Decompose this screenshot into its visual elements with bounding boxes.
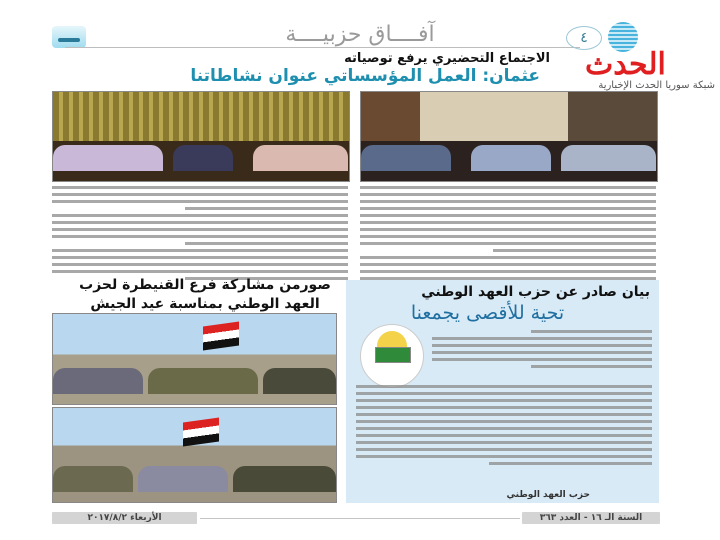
people-figure bbox=[263, 368, 336, 394]
people-figure bbox=[253, 145, 348, 171]
statement-body bbox=[356, 385, 652, 469]
brand-logo: الحدث bbox=[585, 47, 666, 82]
party-logo-icon bbox=[52, 26, 86, 48]
page-number: ٤ bbox=[566, 26, 602, 50]
flag-icon bbox=[183, 417, 219, 446]
flag-icon bbox=[203, 321, 239, 350]
article-body-left bbox=[52, 186, 348, 284]
statement-title: تحية للأقصى يجمعنا bbox=[410, 302, 565, 324]
footer-divider bbox=[200, 518, 520, 519]
statement-body-top bbox=[432, 330, 652, 372]
quneitra-photo-1 bbox=[52, 313, 337, 405]
meeting-photo-right bbox=[360, 91, 658, 182]
quneitra-headline bbox=[60, 276, 350, 314]
people-figure bbox=[361, 145, 451, 171]
people-figure bbox=[138, 466, 228, 492]
article-headline: عثمان: العمل المؤسساتي عنوان نشاطاتنا bbox=[190, 66, 540, 86]
people-figure bbox=[148, 368, 258, 394]
people-figure bbox=[561, 145, 656, 171]
section-title: آفــــاق حزبيــــة bbox=[285, 22, 435, 47]
people-figure bbox=[173, 145, 233, 171]
people-figure bbox=[53, 368, 143, 394]
meeting-photo-left bbox=[52, 91, 350, 182]
quneitra-headline-line1: صورمن مشاركة فرع القنيطرة لحزب bbox=[79, 277, 331, 293]
header-divider bbox=[65, 47, 580, 48]
people-figure bbox=[53, 145, 163, 171]
issue-date: الأربعاء ٢٠١٧/٨/٢ bbox=[52, 512, 197, 524]
quneitra-headline-line2: العهد الوطني بمناسبة عيد الجيش bbox=[90, 296, 320, 312]
people-figure bbox=[471, 145, 551, 171]
statement-signature: حزب العهد الوطني bbox=[506, 490, 590, 500]
quneitra-photo-2 bbox=[52, 407, 337, 503]
people-figure bbox=[233, 466, 336, 492]
article-body-right bbox=[360, 186, 656, 284]
brand-tagline: شبكة سوريا الحدث الإخبارية bbox=[598, 80, 715, 91]
party-emblem-icon bbox=[360, 324, 424, 388]
issue-number: السنة الـ ١٦ - العدد ٣٦٣ bbox=[522, 512, 660, 524]
article-kicker: الاجتماع التحضيري يرفع توصياته bbox=[344, 51, 550, 66]
statement-kicker: بيان صادر عن حزب العهد الوطني bbox=[421, 284, 650, 300]
people-figure bbox=[53, 466, 133, 492]
